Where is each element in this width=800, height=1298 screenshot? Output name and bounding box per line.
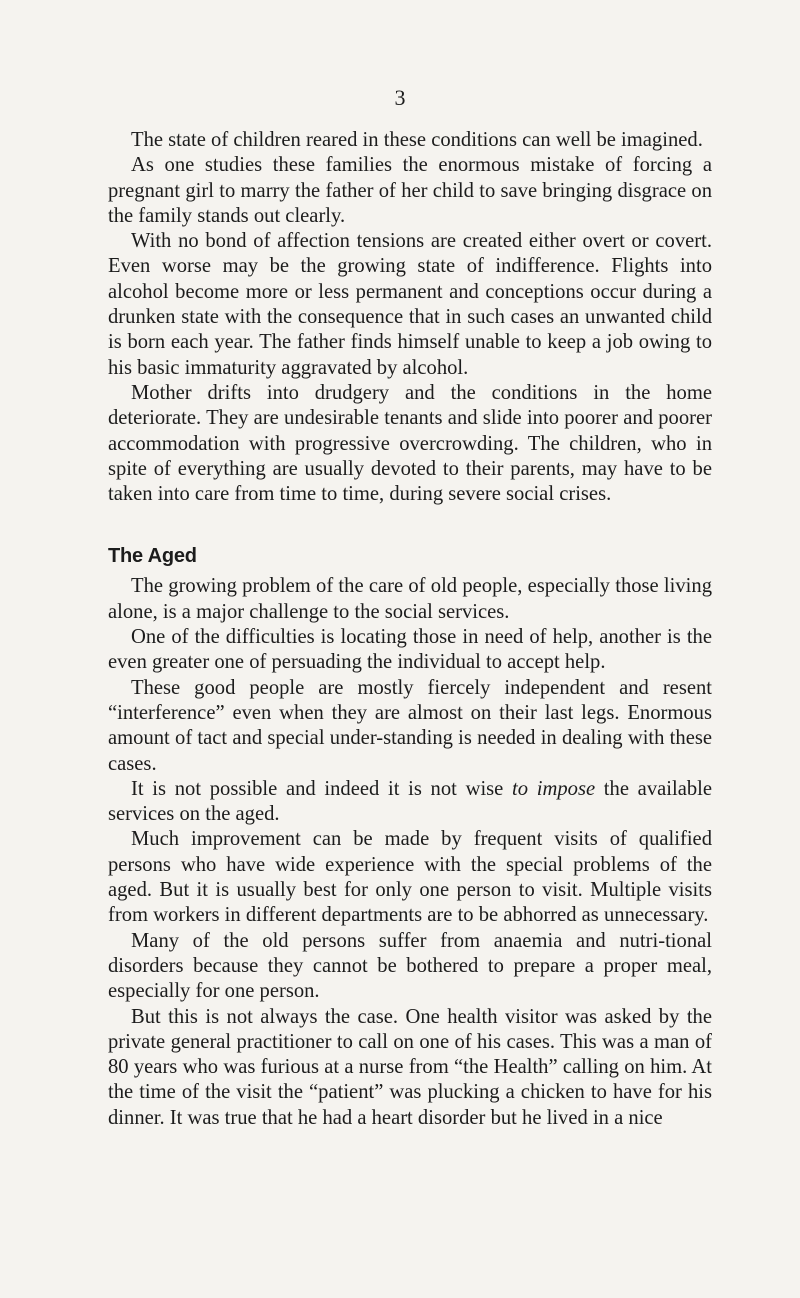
page-number: 3 bbox=[394, 85, 406, 110]
paragraph-visits: Much improvement can be made by frequent visits of qualified persons who have wide experience with the special problems of the aged. But it is usually best for only one person to visit. Multiple visits from workers in different departments are to be abhorred as unnecessary. bbox=[108, 828, 712, 927]
paragraph-growing-problem: The growing problem of the care of old people, especially those living alone, is a major challenge to the social services. bbox=[108, 575, 712, 623]
impose-emphasis: to impose bbox=[512, 777, 596, 800]
section-heading-the-aged: The Aged bbox=[108, 545, 197, 568]
paragraph-health-visitor: But this is not always the case. One health visitor was asked by the private general practitioner to call on one of his cases. This was a man of 80 years who was furious at a nurse from “the Health” calling on him. At the time of the visit the “patient” was plucking a chicken to have for his dinner. It was true that he had a heart disorder but he lived in a nice bbox=[108, 1005, 712, 1129]
paragraph-drudgery: Mother drifts into drudgery and the conditions in the home deteriorate. They are undesirable tenants and slide into poorer and poorer accommodation with progressive overcrowding. The children, who in spite of everything are usually devoted to their parents, may have to be taken into care from time to time, during severe social crises. bbox=[108, 381, 712, 506]
paragraph-forced-marriage: As one studies these families the enormous mistake of forcing a pregnant girl to marry the father of her child to save bringing disgrace on the family stands out clearly. bbox=[108, 154, 712, 227]
paragraph-difficulties: One of the difficulties is locating those in need of help, another is the even greater one of persuading the individual to accept help. bbox=[108, 626, 712, 674]
paragraph-tensions: With no bond of affection tensions are created either overt or covert. Even worse may be the growing state of indifference. Flights into alcohol become more or less permanent and conceptions occur during a drunken state with the consequence that in such cases an unwanted child is born each year. The father finds himself unable to keep a job owing to his basic immaturity aggravated by alcohol. bbox=[108, 230, 712, 379]
paragraph-children-state: The state of children reared in these conditions can well be imagined. bbox=[131, 129, 703, 151]
impose-text-before: It is not possible and indeed it is not wise bbox=[131, 777, 513, 800]
page-body bbox=[108, 128, 712, 1131]
paragraph-independent: These good people are mostly fiercely independent and resent “interference” even when they are almost on their last legs. Enormous amount of tact and special under-standing is needed in dealing with these cases. bbox=[108, 676, 712, 775]
paragraph-anaemia: Many of the old persons suffer from anaemia and nutri-tional disorders because they cannot be bothered to prepare a proper meal, especially for one person. bbox=[108, 929, 712, 1003]
impose-text-after: the available services on the aged. bbox=[108, 777, 712, 826]
paragraph-impose bbox=[108, 777, 712, 828]
